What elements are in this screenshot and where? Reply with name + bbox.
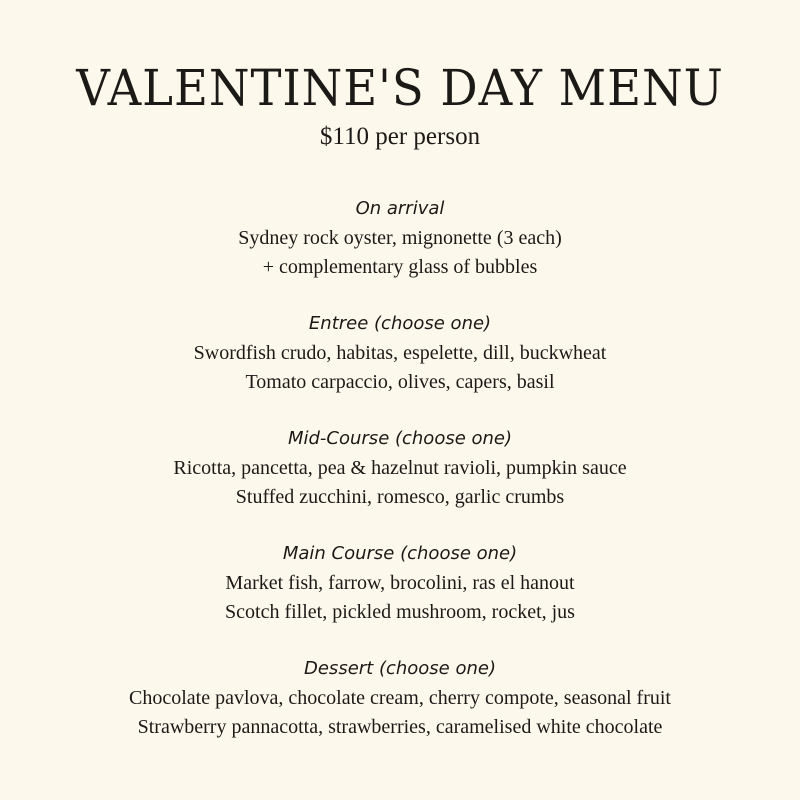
menu-item: Sydney rock oyster, mignonette (3 each) <box>238 227 562 249</box>
section-heading: On arrival <box>355 198 445 219</box>
section-heading: Main Course (choose one) <box>282 543 518 564</box>
section-heading: Mid-Course (choose one) <box>287 428 513 449</box>
menu-item: Strawberry pannacotta, strawberries, caramelised white chocolate <box>137 716 663 738</box>
menu-item: Chocolate pavlova, chocolate cream, cherry compote, seasonal fruit <box>129 687 671 709</box>
section-heading: Entree (choose one) <box>308 313 492 334</box>
menu-section-main-course <box>0 541 800 627</box>
menu-item: + complementary glass of bubbles <box>262 256 538 278</box>
menu-section-on-arrival <box>0 196 800 282</box>
section-heading: Dessert (choose one) <box>304 658 496 679</box>
menu-section-entree <box>0 311 800 397</box>
menu-section-mid-course <box>0 426 800 512</box>
menu-item: Market fish, farrow, brocolini, ras el hanout <box>225 572 575 594</box>
menu-title: VALENTINE'S DAY MENU <box>76 59 724 117</box>
menu-item: Stuffed zucchini, romesco, garlic crumbs <box>235 486 565 508</box>
menu-section-dessert <box>0 656 800 742</box>
menu-item: Scotch fillet, pickled mushroom, rocket, jus <box>225 601 575 623</box>
menu-item: Ricotta, pancetta, pea & hazelnut ravioli, pumpkin sauce <box>173 457 627 479</box>
menu-item: Tomato carpaccio, olives, capers, basil <box>245 371 555 393</box>
menu-price: $110 per person <box>319 123 481 150</box>
menu-item: Swordfish crudo, habitas, espelette, dill, buckwheat <box>193 342 607 364</box>
